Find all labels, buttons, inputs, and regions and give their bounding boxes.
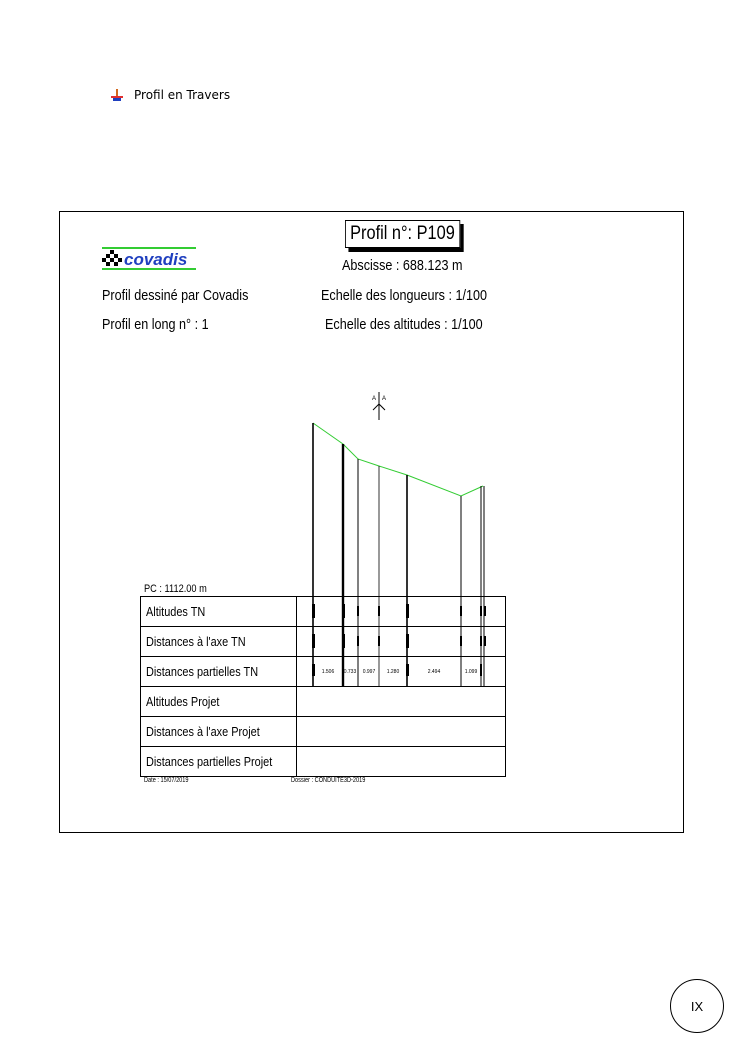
table-row <box>141 687 506 717</box>
scale-lengths-text: Echelle des longueurs : 1/100 <box>321 287 488 304</box>
table-row <box>141 747 506 777</box>
row-label: Distances à l'axe Projet <box>141 717 297 747</box>
footer-date: Date : 15/07/2019 <box>144 777 189 784</box>
axis-marker-left: A <box>372 396 377 402</box>
table-row <box>141 657 506 687</box>
terrain-line <box>313 423 483 496</box>
row-label: Distances à l'axe TN <box>141 627 297 657</box>
row-label: Altitudes Projet <box>141 687 297 717</box>
partial-distance-label: 1.280 <box>386 669 400 675</box>
row-label: Distances partielles TN <box>141 657 297 687</box>
partial-distance-label: 0.997 <box>362 669 376 675</box>
long-profile-text: Profil en long n° : 1 <box>102 316 209 333</box>
partial-distance-label: 0.733 <box>343 669 357 675</box>
table-row <box>141 717 506 747</box>
page-number-label: IX <box>690 998 704 1014</box>
partial-distance-label: 1.099 <box>464 669 478 675</box>
axis-marker-right: A <box>382 396 387 402</box>
profile-data-table <box>140 596 506 777</box>
profile-title: Profil n°: P109 <box>345 220 460 248</box>
table-row <box>141 627 506 657</box>
footer-dossier: Dossier : CONDUITE3D-2019 <box>291 777 366 784</box>
partial-distance-label: 1.506 <box>321 669 335 675</box>
heading-label: Profil en Travers <box>134 88 231 102</box>
logo-text: covadis <box>124 250 188 269</box>
row-label: Altitudes TN <box>141 597 297 627</box>
pc-text: PC : 1112.00 m <box>144 583 207 595</box>
axis-marker-icon <box>372 392 386 420</box>
drawn-by-text: Profil dessiné par Covadis <box>102 287 249 304</box>
row-label: Distances partielles Projet <box>141 747 297 777</box>
table-row <box>141 597 506 627</box>
page-number <box>670 979 724 1033</box>
partial-distance-label: 2.494 <box>427 669 441 675</box>
abscisse-text: Abscisse : 688.123 m <box>342 257 463 274</box>
scale-altitudes-text: Echelle des altitudes : 1/100 <box>325 316 483 333</box>
